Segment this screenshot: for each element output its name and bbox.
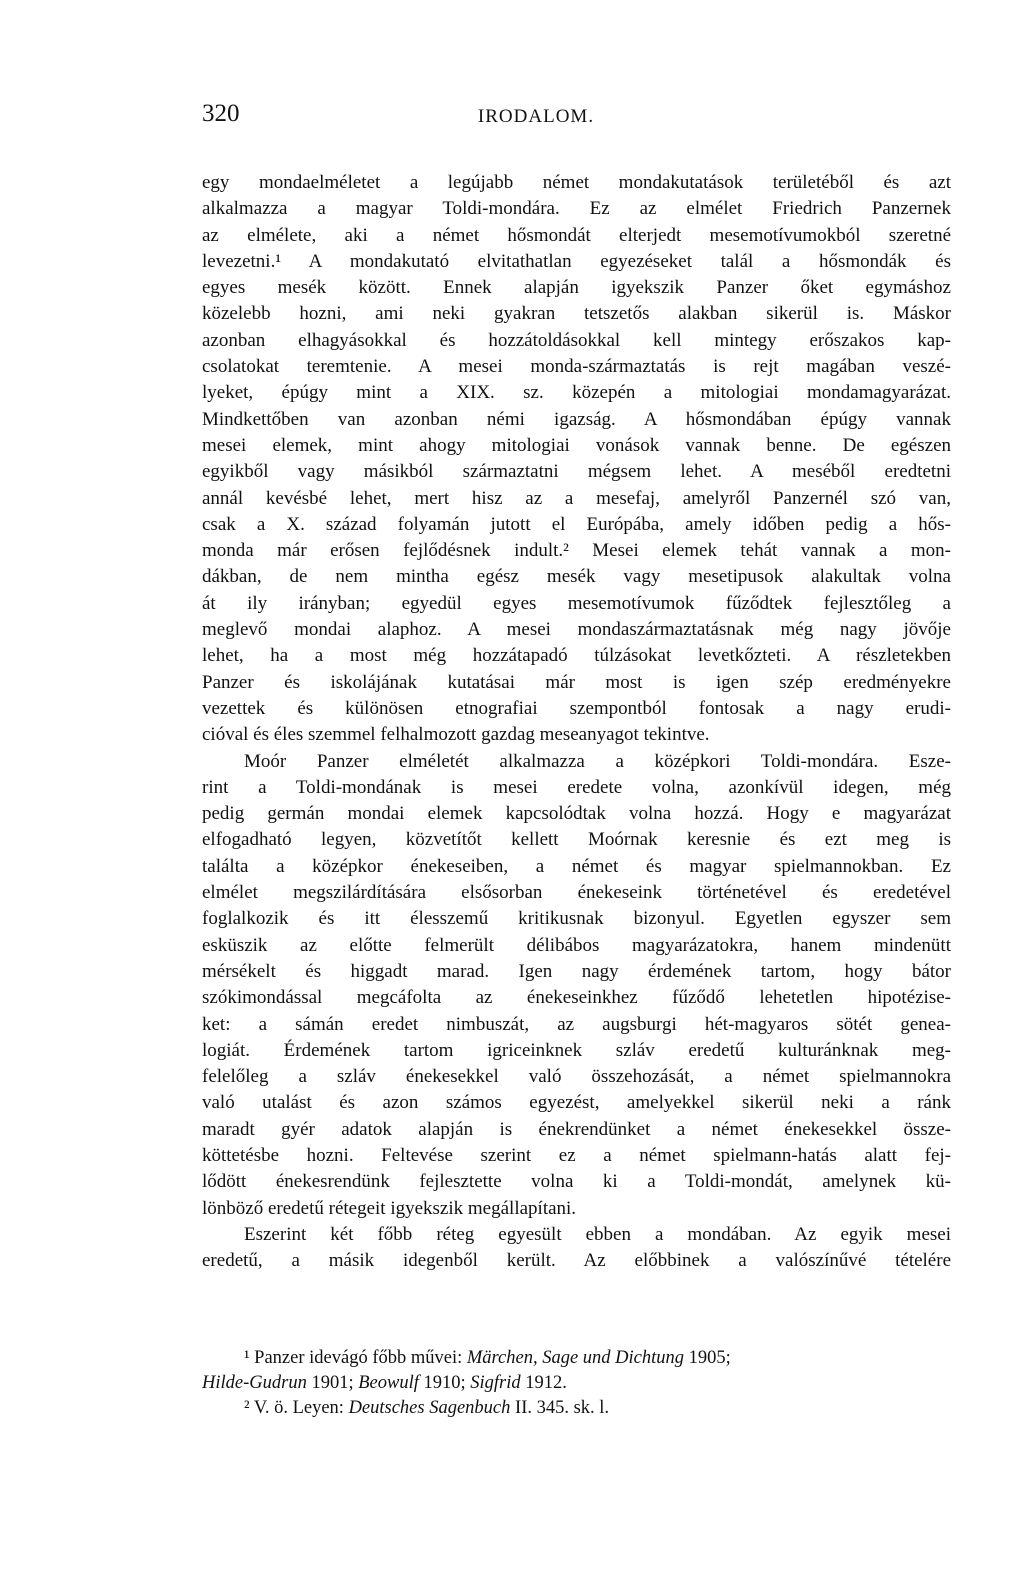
text-line: maradt gyér adatok alapján is énekrendünket a német énekesekkel össze- xyxy=(202,1118,951,1140)
text-line: azonban elhagyásokkal és hozzátoldásokkal kell mintegy erőszakos kap- xyxy=(202,329,951,351)
footnote-marker: ¹ xyxy=(244,1348,250,1368)
text-line: való utalást és azon számos egyezést, amelyekkel sikerül neki a ránk xyxy=(202,1092,951,1114)
text-line: csolatokat teremtenie. A mesei monda-származtatás is rejt magában veszé- xyxy=(202,356,951,378)
footnote-1 xyxy=(202,1346,951,1371)
text-line: lehet, ha a most még hozzátapadó túlzásokat levetkőzteti. A részletekben xyxy=(202,645,951,667)
footnote-1-continued xyxy=(202,1371,951,1396)
text-line: lyeket, épúgy mint a XIX. sz. közepén a mitologiai mondamagyarázat. xyxy=(202,382,951,404)
text-line: esküszik az előtte felmerült délibábos magyarázatokra, hanem mindenütt xyxy=(202,934,951,956)
text-line: át ily irányban; egyedül egyes mesemotívumok fűződtek fejlesztőleg a xyxy=(202,592,951,614)
text-line: monda már erősen fejlődésnek indult.² Mesei elemek tehát vannak a mon- xyxy=(202,540,951,562)
footnote-2 xyxy=(202,1396,951,1421)
text-line: dákban, de nem mintha egész mesék vagy mesetipusok alakultak volna xyxy=(202,566,951,588)
footnote-text: 1910; xyxy=(418,1373,471,1393)
footnote-title: Sigfrid xyxy=(470,1373,521,1393)
footnote-title: Märchen, Sage und Dichtung xyxy=(466,1348,685,1368)
text-line: elmélet megszilárdítására elsősorban énekeseink történetével és eredetével xyxy=(202,882,951,904)
text-line: felelőleg a szláv énekesekkel való összehozását, a német spielmannokra xyxy=(202,1066,951,1088)
text-line: eredetű, a másik idegenből került. Az előbbinek a valószínűvé tételére xyxy=(202,1250,951,1272)
text-line: lődött énekesrendünk fejlesztette volna ki a Toldi-mondát, amelynek kü- xyxy=(202,1171,951,1193)
text-line: elfogadható legyen, közvetítőt kellett Moórnak keresnie és ezt meg is xyxy=(202,829,951,851)
text-line: lönböző eredetű rétegeit igyekszik megállapítani. xyxy=(202,1197,577,1219)
text-line: foglalkozik és itt élesszemű kritikusnak bizonyul. Egyetlen egyszer sem xyxy=(202,908,951,930)
text-line: annál kevésbé lehet, mert hisz az a mesefaj, amelyről Panzernél szó van, xyxy=(202,487,951,509)
text-line: az elmélete, aki a német hősmondát elterjedt mesemotívumokból szeretné xyxy=(202,224,951,246)
footnote-title: Deutsches Sagenbuch xyxy=(348,1398,511,1418)
text-line: Panzer és iskolájának kutatásai már most is igen szép eredményekre xyxy=(202,671,951,693)
text-line: meglevő mondai alaphoz. A mesei mondaszármaztatásnak még nagy jövője xyxy=(202,619,951,641)
text-line: egy mondaelméletet a legújabb német mondakutatások területéből és azt xyxy=(202,172,951,193)
text-line: közelebb hozni, ami neki gyakran tetszetős alakban sikerül is. Máskor xyxy=(202,303,951,325)
footnote-text: 1901; xyxy=(306,1373,359,1393)
text-line: mesei elemek, mint ahogy mitologiai vonások vannak benne. De egészen xyxy=(202,434,951,456)
footnote-text: Panzer idevágó főbb művei: xyxy=(249,1348,467,1368)
footnote-text: 1912. xyxy=(520,1373,567,1393)
text-line: csak a X. század folyamán jutott el Európába, amely időben pedig a hős- xyxy=(202,513,951,535)
text-line: egyikből vagy másikból származtatni mégsem lehet. A meséből eredtetni xyxy=(202,461,951,483)
footnote-marker: ² xyxy=(244,1398,250,1418)
text-line: szókimondással megcáfolta az énekeseinkhez fűződő lehetetlen hipotézise- xyxy=(202,987,951,1009)
text-line: rint a Toldi-mondának is mesei eredete volna, azonkívül idegen, még xyxy=(202,776,951,798)
text-line: cióval és éles szemmel felhalmozott gazdag meseanyagot tekintve. xyxy=(202,724,710,746)
text-line: mérsékelt és higgadt marad. Igen nagy érdemének tartom, hogy bátor xyxy=(202,960,951,982)
text-line: logiát. Érdemének tartom igriceinknek szláv eredetű kulturánknak meg- xyxy=(202,1039,951,1061)
text-line: Eszerint két főbb réteg egyesült ebben a mondában. Az egyik mesei xyxy=(244,1223,951,1245)
page-number: 320 xyxy=(202,100,240,127)
footnote-text: 1905; xyxy=(684,1348,731,1368)
footnote-text: II. 345. sk. l. xyxy=(510,1398,610,1418)
footnote-title: Hilde-Gudrun xyxy=(202,1373,307,1393)
text-line: köttetésbe hozni. Feltevése szerint ez a német spielmann-hatás alatt fej- xyxy=(202,1144,951,1166)
footnote-title: Beowulf xyxy=(358,1373,419,1393)
text-line: vezettek és különösen etnografiai szempontból fontosak a nagy erudi- xyxy=(202,697,951,719)
text-line: egyes mesék között. Ennek alapján igyekszik Panzer őket egymáshoz xyxy=(202,277,951,299)
footnotes xyxy=(202,1346,951,1421)
text-line: Moór Panzer elméletét alkalmazza a középkori Toldi-mondára. Esze- xyxy=(244,750,951,772)
text-line: Mindkettőben van azonban némi igazság. A hősmondában épúgy vannak xyxy=(202,408,951,430)
text-line: ket: a sámán eredet nimbuszát, az augsburgi hét-magyaros sötét genea- xyxy=(202,1013,951,1035)
body-text xyxy=(202,170,951,1274)
running-head: IRODALOM. xyxy=(477,106,595,127)
text-line: találta a középkor énekeseiben, a német és magyar spielmannokban. Ez xyxy=(202,855,951,877)
text-line: alkalmazza a magyar Toldi-mondára. Ez az elmélet Friedrich Panzernek xyxy=(202,198,951,220)
text-line: levezetni.¹ A mondakutató elvitathatlan egyezéseket talál a hősmondák és xyxy=(202,250,951,272)
text-line: pedig germán mondai elemek kapcsolódtak volna hozzá. Hogy e magyarázat xyxy=(202,803,951,825)
footnote-text: V. ö. Leyen: xyxy=(249,1398,349,1418)
